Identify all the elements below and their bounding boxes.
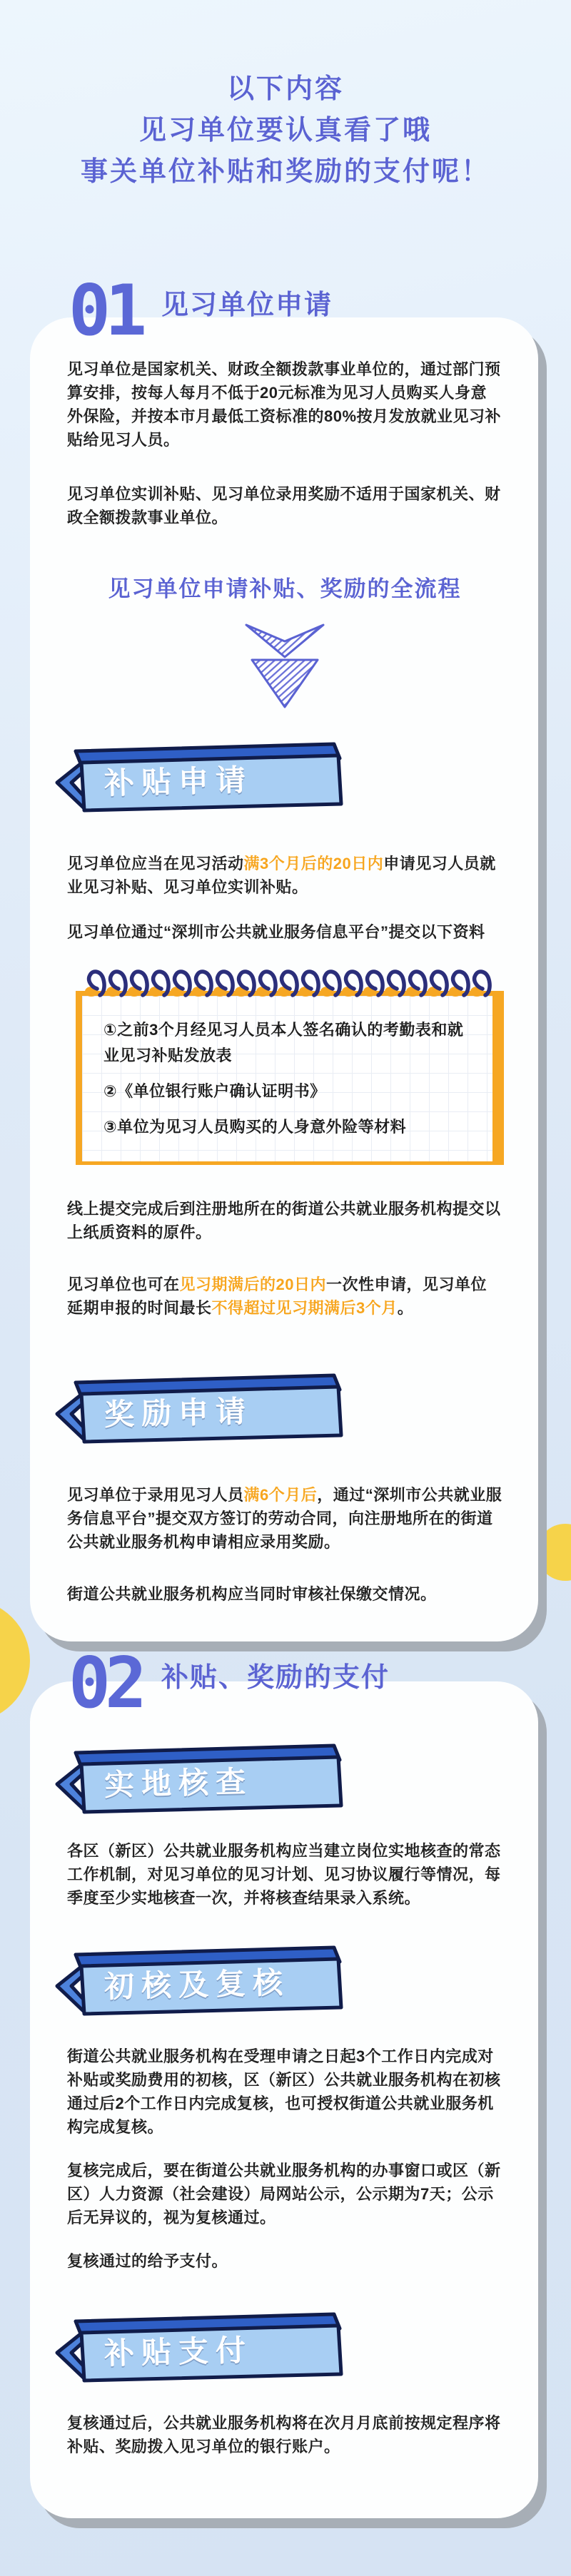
header-line-3: 事关单位补贴和奖励的支付呢！ xyxy=(80,157,490,187)
paragraph: 见习单位于录用见习人员满6个月后，通过“深圳市公共就业服务信息平台”提交双方签订的劳动合同，向注册地所在的街道公共就业服务机构申请相应录用奖励。 xyxy=(67,1486,502,1551)
paragraph: 见习单位也可在见习期满后的20日内一次性申请，见习单位延期申报的时间最长不得超过见习期满后3个月。 xyxy=(67,1276,487,1317)
paragraph: 见习单位实训补贴、见习单位录用奖励不适用于国家机关、财政全额拨款事业单位。 xyxy=(67,485,501,526)
notebook-item-2: ②《单位银行账户确认证明书》 xyxy=(103,1082,326,1100)
paragraph: 见习单位应当在见习活动满3个月后的20日内申请见习人员就业见习补贴、见习单位实训补贴。 xyxy=(67,855,496,896)
header-line-2: 见习单位要认真看了哦 xyxy=(138,116,432,146)
spiral-binding-icon xyxy=(79,968,498,1002)
section-1-title: 见习单位申请 xyxy=(161,290,333,320)
notebook-paper xyxy=(76,991,504,1165)
paragraph: 线上提交完成后到注册地所在的街道公共就业服务机构提交以上纸质资料的原件。 xyxy=(67,1200,501,1241)
materials-notebook xyxy=(76,968,504,1165)
paragraph: 复核完成后，要在街道公共就业服务机构的办事窗口或区（新区）人力资源（社会建设）局网站公示，公示期为7天；公示后无异议的，视为复核通过。 xyxy=(67,2162,501,2226)
ribbon-first-review xyxy=(54,1942,347,2016)
section-2-number: 02 xyxy=(69,1643,142,1724)
down-arrow-icon xyxy=(67,623,502,710)
notebook-item-1: ①之前3个月经见习人员本人签名确认的考勤表和就业见习补贴发放表 xyxy=(103,1021,464,1064)
section-1-number: 01 xyxy=(69,270,142,352)
paragraph: 街道公共就业服务机构应当同时审核社保缴交情况。 xyxy=(67,1585,437,1603)
paragraph: 见习单位是国家机关、财政全额拨款事业单位的，通过部门预算安排，按每人每月不低于20元标准为见习人员购买人身意外保险，并按本市月最低工资标准的80%按月发放就业见习补贴给见习人员。 xyxy=(67,360,502,449)
yellow-circle-decoration xyxy=(537,1524,571,1581)
paragraph: 复核通过后，公共就业服务机构将在次月月底前按规定程序将补贴、奖励拨入见习单位的银行账户。 xyxy=(67,2414,501,2455)
yellow-circle-decoration xyxy=(0,1599,30,1722)
header-line-1: 以下内容 xyxy=(226,74,344,104)
section-2-card xyxy=(30,1681,538,2518)
ribbon-reward-apply xyxy=(54,1370,347,1444)
ribbon-site-check xyxy=(54,1740,347,1814)
section-1-heading xyxy=(69,270,333,352)
ribbon-label: 初核及复核 xyxy=(103,1965,290,2004)
ribbon-label: 补贴申请 xyxy=(103,763,253,800)
flow-title: 见习单位申请补贴、奖励的全流程 xyxy=(108,576,462,601)
ribbon-label: 实地核查 xyxy=(103,1764,253,1802)
page-header xyxy=(0,68,571,193)
section-2-title: 补贴、奖励的支付 xyxy=(161,1663,390,1693)
paragraph: 见习单位通过“深圳市公共就业服务信息平台”提交以下资料 xyxy=(67,923,485,941)
paragraph: 各区（新区）公共就业服务机构应当建立岗位实地核查的常态工作机制，对见习单位的见习计划、见习协议履行等情况，每季度至少实地核查一次，并将核查结果录入系统。 xyxy=(67,1842,501,1907)
section-1-card xyxy=(30,317,538,1641)
ribbon-subsidy-apply xyxy=(54,738,347,813)
notebook-item-3: ③单位为见习人员购买的人身意外险等材料 xyxy=(103,1118,407,1136)
ribbon-label: 奖励申请 xyxy=(103,1394,253,1432)
ribbon-subsidy-pay xyxy=(54,2308,347,2383)
paragraph: 复核通过的给予支付。 xyxy=(67,2252,228,2270)
ribbon-label: 补贴支付 xyxy=(103,2333,253,2371)
section-2-heading xyxy=(69,1643,390,1724)
paragraph: 街道公共就业服务机构在受理申请之日起3个工作日内完成对补贴或奖励费用的初核，区（新区）公共就业服务机构在初核通过后2个工作日内完成复核，也可授权街道公共就业服务机构完成复核。 xyxy=(67,2047,501,2136)
